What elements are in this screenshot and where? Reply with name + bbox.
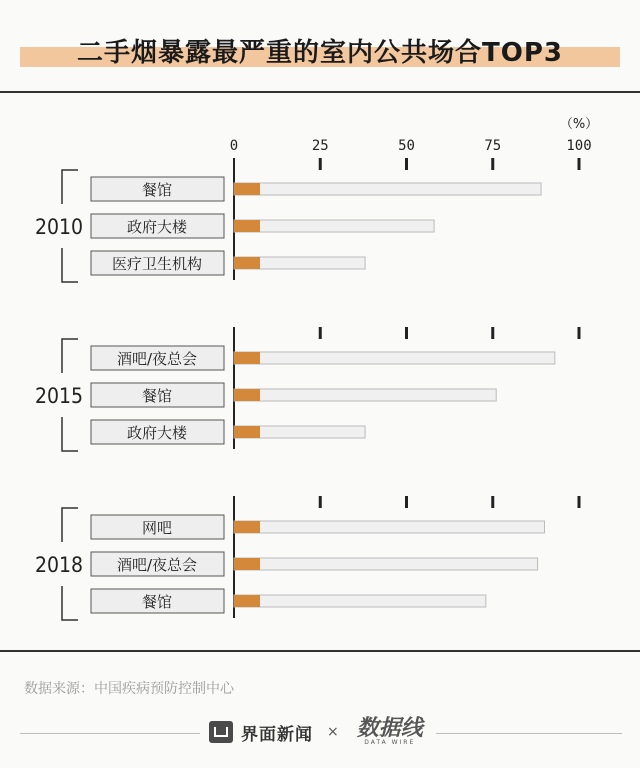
year-bracket-top (62, 508, 78, 542)
year-bracket-top (62, 339, 78, 373)
watermark-subtext: DATA WIRE (364, 738, 416, 746)
year-label: 2018 (34, 553, 84, 577)
tick-label: 0 (229, 138, 239, 154)
value-bar (234, 558, 538, 570)
value-bar (234, 220, 434, 232)
bar-accent (234, 352, 260, 364)
category-label: 餐馆 (141, 387, 173, 405)
category-label: 酒吧/夜总会 (116, 350, 198, 368)
jiemian-logo-icon (209, 721, 233, 743)
brand-separator: × (327, 724, 339, 740)
year-bracket-bottom (62, 248, 78, 282)
year-bracket-top (62, 170, 78, 204)
datawire-logo (356, 715, 423, 746)
value-bar (234, 521, 545, 533)
category-label: 医疗卫生机构 (111, 255, 203, 273)
category-label: 政府大楼 (126, 424, 188, 442)
footer-brand (209, 715, 423, 746)
bar-accent (234, 257, 260, 269)
category-label: 餐馆 (141, 181, 173, 199)
value-bar (234, 352, 555, 364)
tick-label: 25 (311, 138, 329, 154)
unit-label: （%） (559, 117, 599, 132)
category-label: 政府大楼 (126, 218, 188, 236)
value-bar (234, 389, 496, 401)
category-label: 网吧 (141, 519, 173, 537)
bar-accent (234, 389, 260, 401)
year-bracket-bottom (62, 417, 78, 451)
bar-accent (234, 595, 260, 607)
bar-accent (234, 220, 260, 232)
footer-line-right (436, 733, 622, 734)
year-label: 2010 (34, 215, 84, 239)
page-title: 二手烟暴露最严重的室内公共场合TOP3 (77, 38, 563, 68)
brand-name: 界面新闻 (241, 724, 313, 745)
value-bar (234, 183, 541, 195)
data-source: 数据来源：中国疾病预防控制中心 (24, 681, 234, 697)
watermark-text: 数据线 (356, 715, 423, 741)
tick-label: 75 (484, 138, 502, 154)
footer-line-left (20, 733, 200, 734)
year-label: 2015 (34, 384, 84, 408)
tick-label: 50 (398, 138, 415, 154)
year-bracket-bottom (62, 586, 78, 620)
bar-accent (234, 426, 260, 438)
value-bar (234, 595, 486, 607)
category-label: 酒吧/夜总会 (116, 556, 198, 574)
category-label: 餐馆 (141, 593, 173, 611)
bar-accent (234, 558, 260, 570)
tick-label: 100 (566, 138, 592, 154)
bar-accent (234, 521, 260, 533)
bottom-divider (0, 650, 640, 652)
bar-accent (234, 183, 260, 195)
